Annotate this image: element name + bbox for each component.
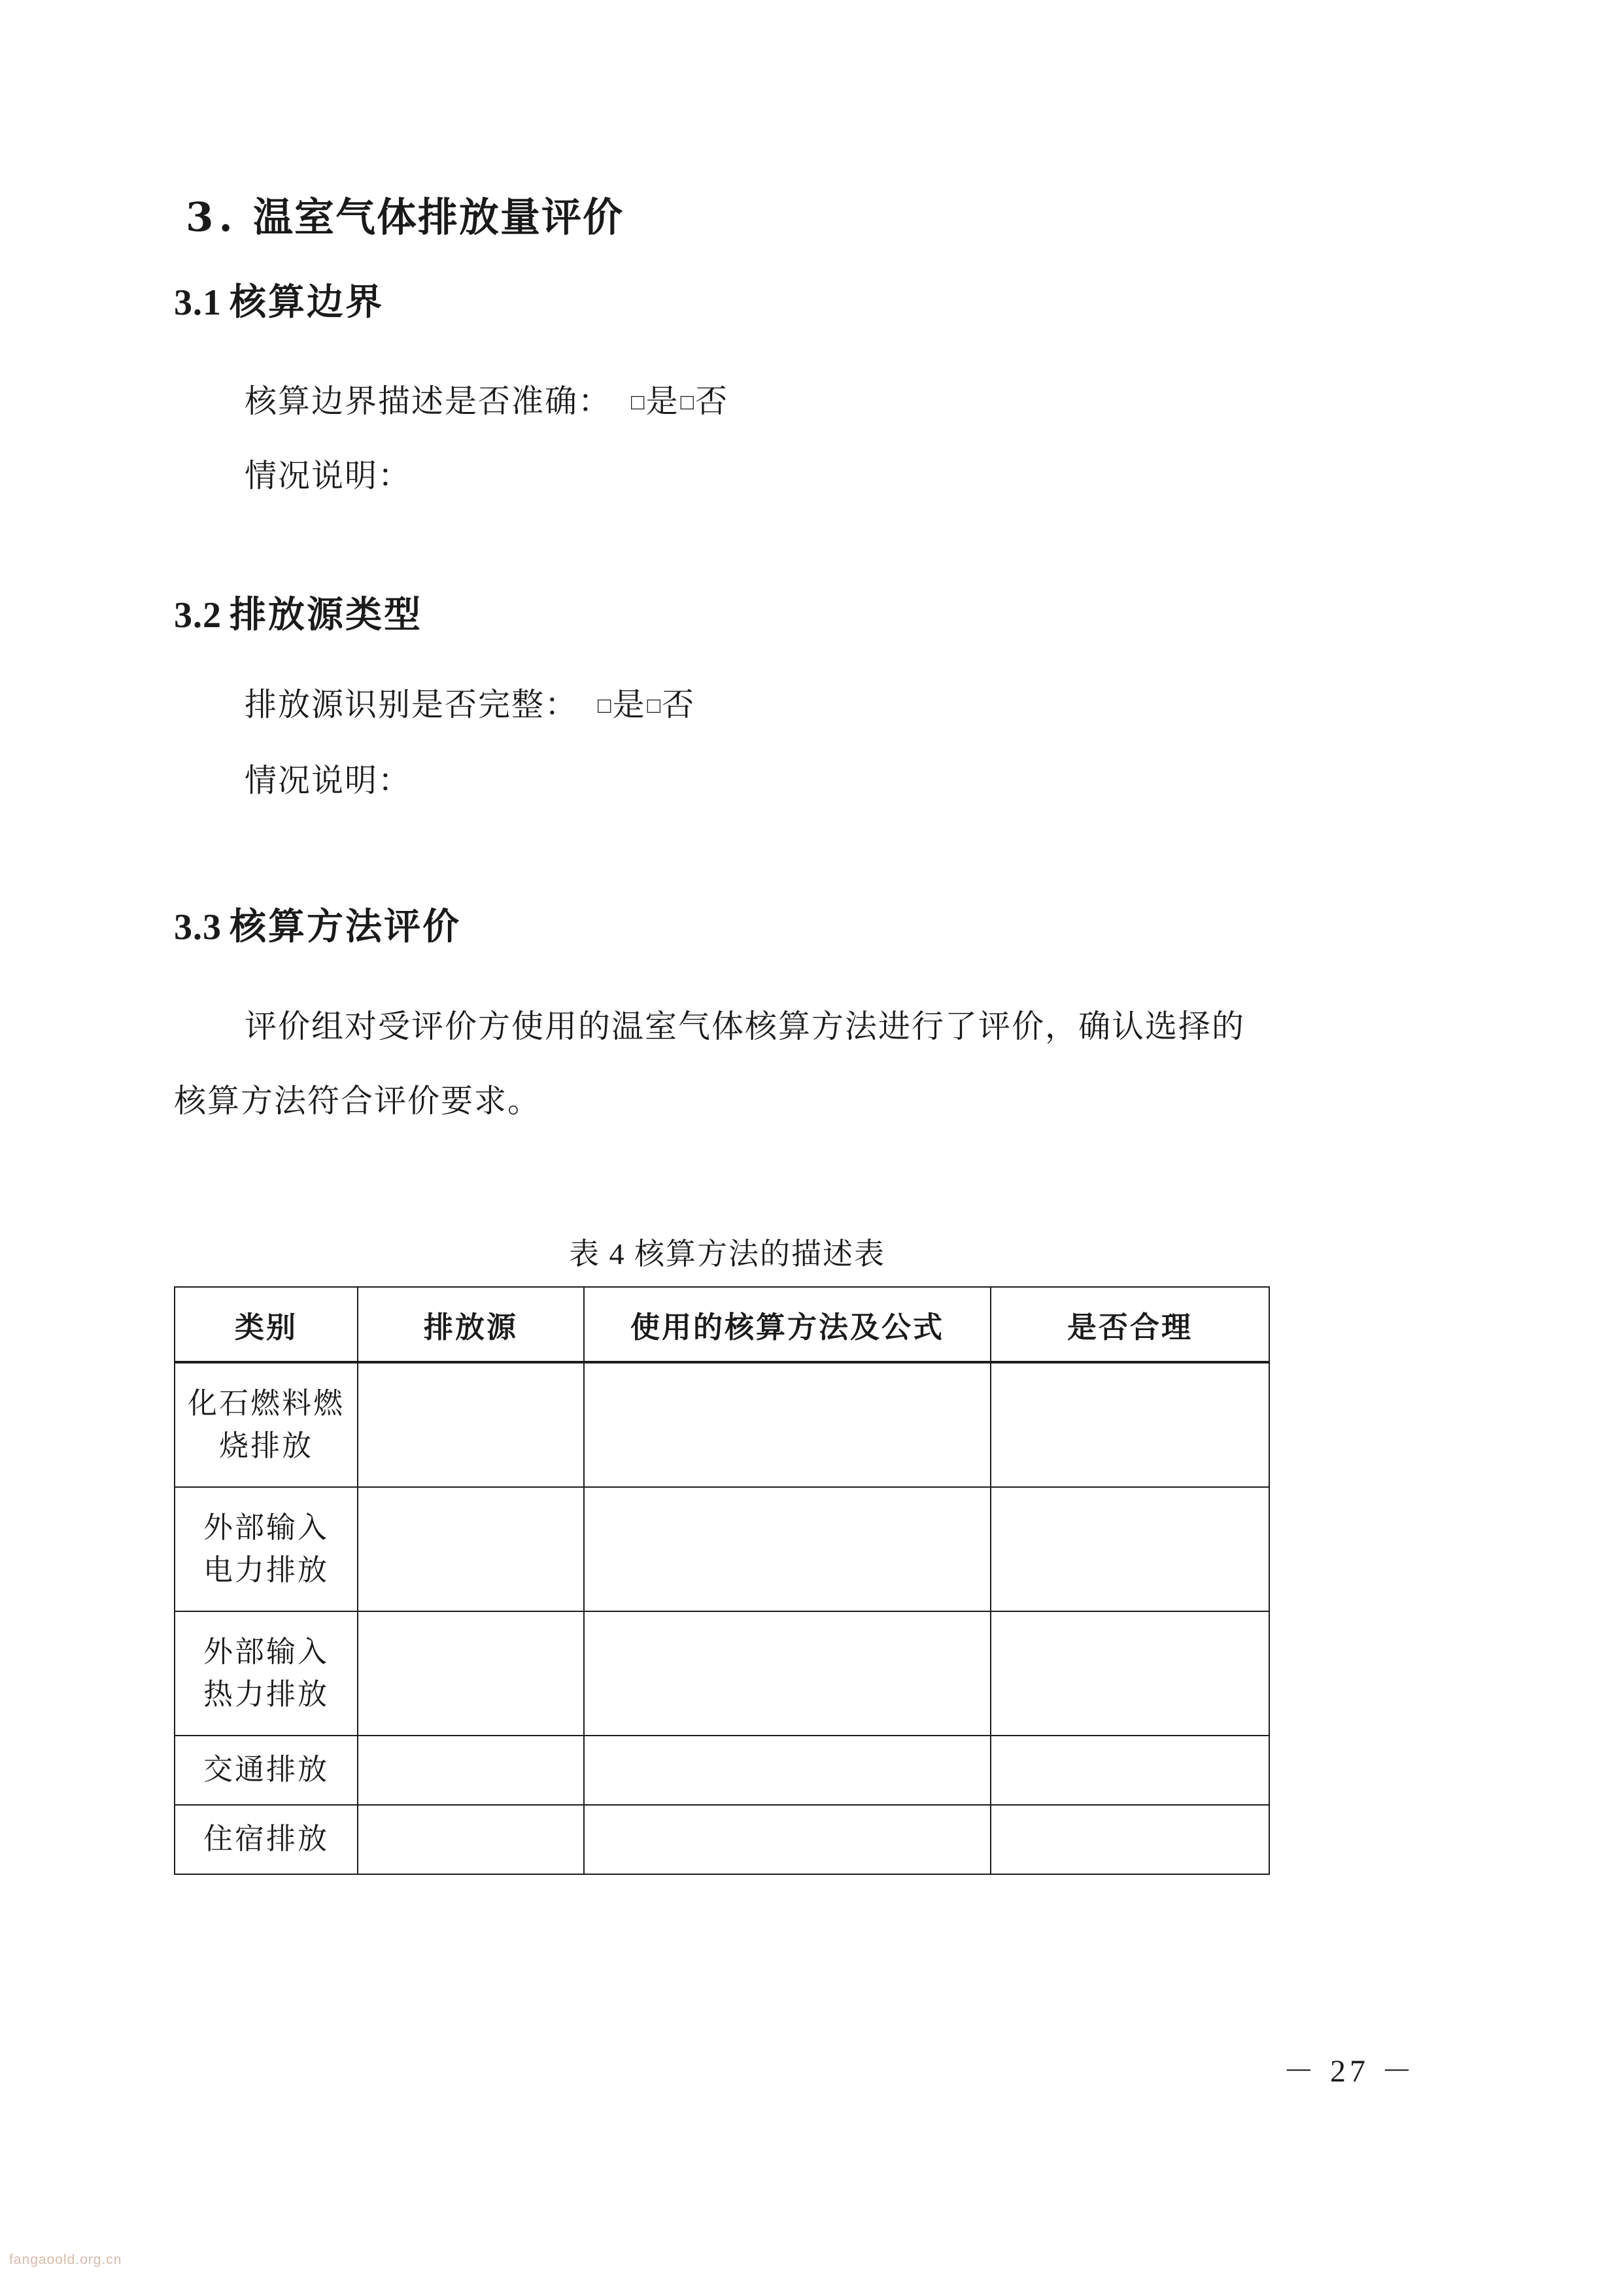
table-caption: 表 4 核算方法的描述表 <box>569 1237 885 1271</box>
subsection-3-2-number: 3.2 <box>174 595 222 636</box>
boundary-no-label: 否 <box>695 383 729 419</box>
subsection-3-2-title: 排放源类型 <box>230 595 422 636</box>
emission-source-no-checkbox[interactable]: □ <box>647 694 661 718</box>
table-header-row <box>175 1287 1269 1362</box>
table-row <box>175 1611 1269 1736</box>
section-heading-number: 3. <box>186 194 238 241</box>
emission-source-yes-label: 是 <box>612 687 646 723</box>
section-heading <box>186 191 624 245</box>
table-header-method-formula: 使用的核算方法及公式 <box>584 1287 991 1362</box>
table-cell-category-line1: 住宿排放 <box>203 1823 329 1856</box>
table-row <box>175 1362 1269 1487</box>
emission-source-question-text: 排放源识别是否完整： <box>245 687 579 723</box>
table-cell-is-reasonable[interactable] <box>991 1487 1269 1611</box>
method-paragraph-line-2: 核算方法符合评价要求。 <box>174 1083 541 1119</box>
table-cell-is-reasonable[interactable] <box>991 1611 1269 1736</box>
subsection-3-3-number: 3.3 <box>174 907 222 948</box>
subsection-3-1-title: 核算边界 <box>230 283 384 323</box>
emission-source-no-label: 否 <box>662 687 696 723</box>
table-cell-category-line1: 外部输入 <box>203 1635 329 1668</box>
method-paragraph-line-1: 评价组对受评价方使用的温室气体核算方法进行了评价，确认选择的 <box>245 1008 1246 1044</box>
subsection-heading-3-1 <box>174 279 384 327</box>
boundary-question-text: 核算边界描述是否准确： <box>245 383 612 419</box>
table-cell-category-line2: 电力排放 <box>203 1554 329 1586</box>
table-cell-category <box>175 1611 358 1736</box>
table-header-category: 类别 <box>175 1287 358 1362</box>
table-cell-category-line1: 化石燃料燃 <box>187 1386 345 1420</box>
table-cell-is-reasonable[interactable] <box>991 1736 1269 1805</box>
table-cell-emission-source[interactable] <box>358 1805 584 1874</box>
table-cell-category <box>175 1362 358 1487</box>
subsection-heading-3-3 <box>174 904 461 951</box>
boundary-yes-checkbox[interactable]: □ <box>631 390 645 415</box>
subsection-3-3-title: 核算方法评价 <box>230 907 461 948</box>
table-cell-method-formula[interactable] <box>584 1805 991 1874</box>
table-cell-category-line1: 外部输入 <box>203 1511 329 1544</box>
table-row <box>175 1487 1269 1611</box>
method-description-table-wrapper <box>174 1286 1269 1875</box>
method-description-table <box>174 1286 1270 1875</box>
emission-source-yes-checkbox[interactable]: □ <box>598 694 611 718</box>
table-cell-category-line1: 交通排放 <box>203 1753 329 1787</box>
table-row <box>175 1736 1269 1805</box>
table-cell-category-line2: 烧排放 <box>218 1430 313 1462</box>
watermark: fangaoold.org.cn <box>9 2252 122 2267</box>
table-cell-emission-source[interactable] <box>358 1362 584 1487</box>
table-cell-method-formula[interactable] <box>584 1736 991 1805</box>
table-cell-emission-source[interactable] <box>358 1736 584 1805</box>
table-cell-emission-source[interactable] <box>358 1611 584 1736</box>
table-cell-method-formula[interactable] <box>584 1487 991 1611</box>
boundary-no-checkbox[interactable]: □ <box>680 390 694 415</box>
table-cell-method-formula[interactable] <box>584 1362 991 1487</box>
table-header-emission-source: 排放源 <box>358 1287 584 1362</box>
table-header-is-reasonable: 是否合理 <box>991 1287 1269 1362</box>
table-cell-category-line2: 热力排放 <box>203 1678 329 1711</box>
table-cell-category <box>175 1487 358 1611</box>
emission-source-question-line <box>245 684 695 726</box>
emission-source-note-label: 情况说明： <box>245 762 412 798</box>
boundary-yes-label: 是 <box>645 383 679 419</box>
page-number: － 27 － <box>1283 2054 1417 2089</box>
table-cell-emission-source[interactable] <box>358 1487 584 1611</box>
section-heading-title: 温室气体排放量评价 <box>252 194 624 241</box>
boundary-question-line <box>245 381 728 422</box>
table-row <box>175 1805 1269 1874</box>
table-cell-method-formula[interactable] <box>584 1611 991 1736</box>
table-cell-category <box>175 1805 358 1874</box>
table-cell-category <box>175 1736 358 1805</box>
subsection-3-1-number: 3.1 <box>174 283 222 323</box>
table-cell-is-reasonable[interactable] <box>991 1805 1269 1874</box>
table-cell-is-reasonable[interactable] <box>991 1362 1269 1487</box>
subsection-heading-3-2 <box>174 592 422 640</box>
boundary-note-label: 情况说明： <box>245 458 412 494</box>
